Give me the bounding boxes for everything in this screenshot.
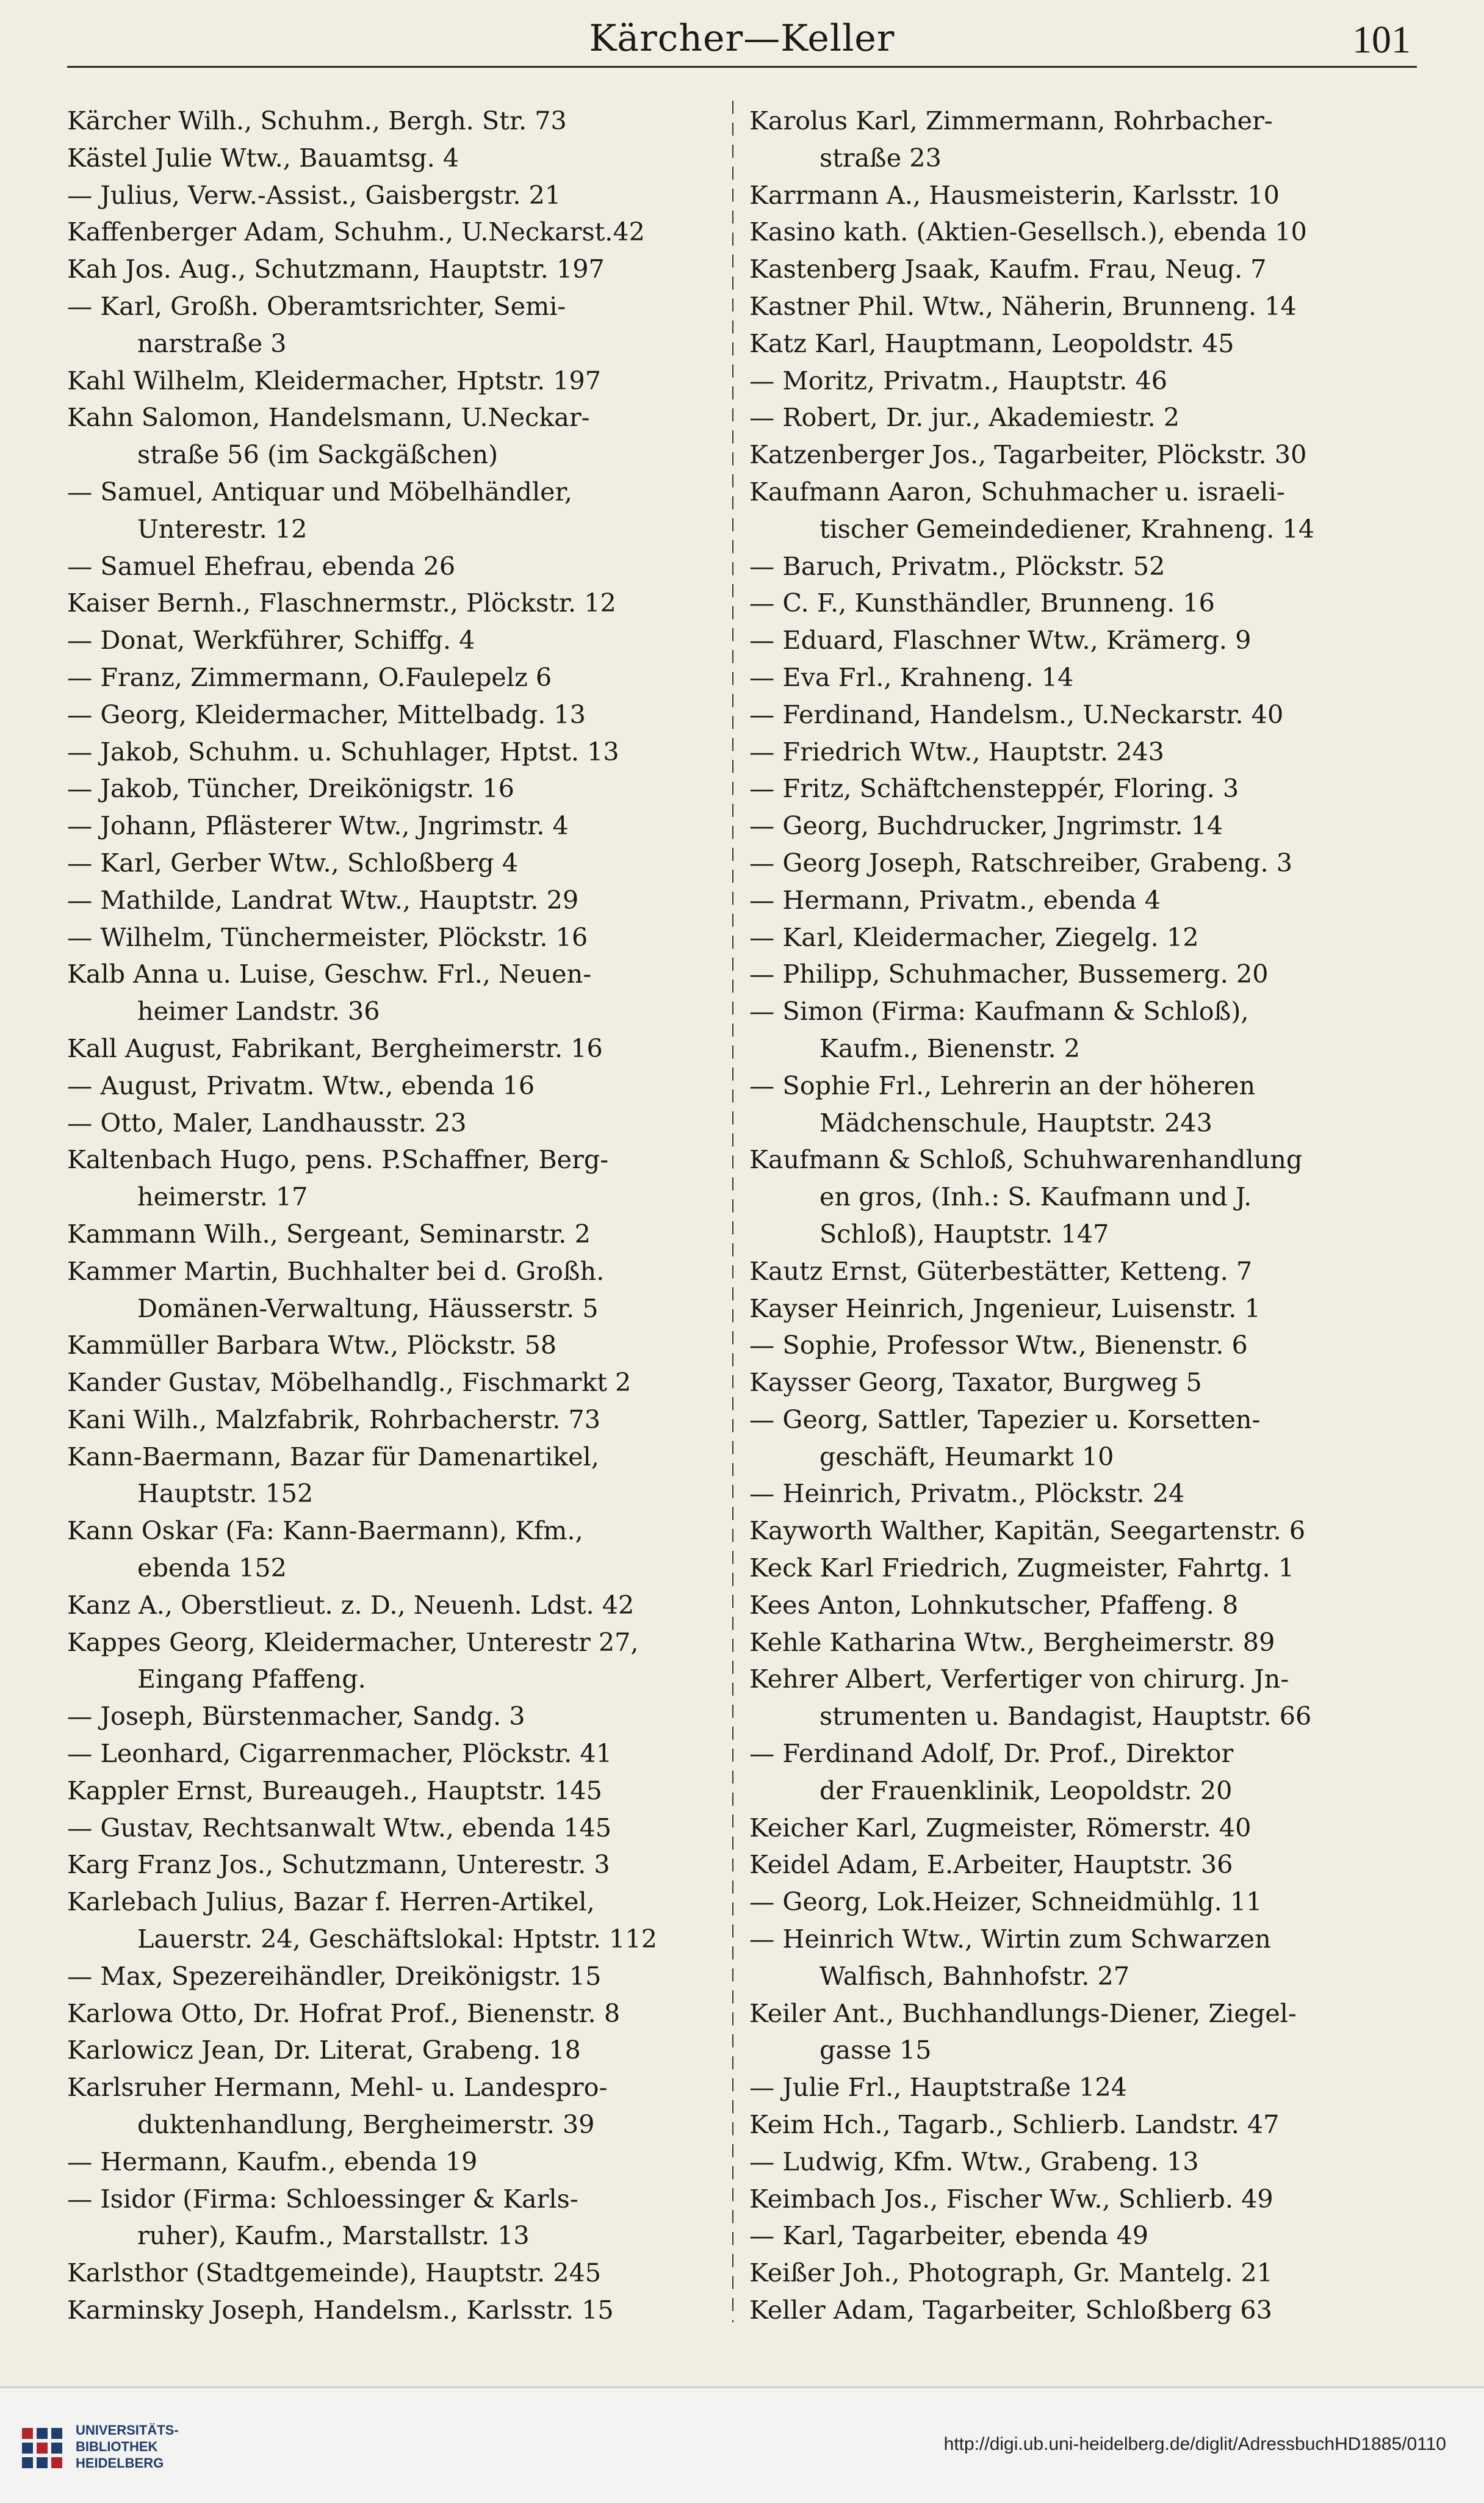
directory-entry-line: ruher), Kaufm., Marstallstr. 13 <box>137 2221 530 2251</box>
directory-entry-line: Kärcher Wilh., Schuhm., Bergh. Str. 73 <box>67 106 567 135</box>
directory-entry-line: Kander Gustav, Möbelhandlg., Fischmarkt 2 <box>67 1368 632 1398</box>
directory-entry-line: — Ludwig, Kfm. Wtw., Grabeng. 13 <box>749 2147 1199 2176</box>
directory-entry-line: — Samuel Ehefrau, ebenda 26 <box>67 551 456 581</box>
directory-entry-line: Kaufmann Aaron, Schuhmacher u. israeli- <box>749 477 1285 507</box>
directory-entry-line: Kalb Anna u. Luise, Geschw. Frl., Neuen- <box>67 959 592 989</box>
directory-entry-line: Kammann Wilh., Sergeant, Seminarstr. 2 <box>67 1219 591 1249</box>
directory-entry-line: Kann Oskar (Fa: Kann-Baermann), Kfm., <box>67 1516 583 1546</box>
left-column <box>67 103 717 2329</box>
directory-entry-line: Kammer Martin, Buchhalter bei d. Großh. <box>67 1256 605 1286</box>
directory-entry-line: Kaiser Bernh., Flaschnermstr., Plöckstr. 12 <box>67 588 616 618</box>
directory-entry-line: Karminsky Joseph, Handelsm., Karlsstr. 15 <box>67 2295 614 2325</box>
directory-entry-line: — Donat, Werkführer, Schiffg. 4 <box>67 626 475 656</box>
directory-entry-line: — Jakob, Schuhm. u. Schuhlager, Hptst. 13 <box>67 737 619 767</box>
footer-rule <box>0 2386 1484 2388</box>
directory-entry-line: Keim Hch., Tagarb., Schlierb. Landstr. 47 <box>749 2110 1280 2140</box>
source-url-link[interactable]: http://digi.ub.uni-heidelberg.de/diglit/AdressbuchHD1885/0110 <box>943 2434 1446 2454</box>
header-rule <box>67 66 1417 68</box>
column-divider <box>732 101 733 2322</box>
directory-entry-line: — Sophie Frl., Lehrerin an der höheren <box>749 1071 1256 1100</box>
directory-entry-line: — Georg, Kleidermacher, Mittelbadg. 13 <box>67 699 586 729</box>
directory-entry-line: — Jakob, Tüncher, Dreikönigstr. 16 <box>67 774 514 804</box>
directory-entry-line: — Wilhelm, Tünchermeister, Plöckstr. 16 <box>67 922 588 952</box>
directory-entry-line: — Max, Spezereihändler, Dreikönigstr. 15 <box>67 1961 602 1991</box>
directory-entry-line: Kann-Baermann, Bazar für Damenartikel, <box>67 1442 599 1472</box>
directory-entry-line: — Fritz, Schäftchensteppér, Floring. 3 <box>749 774 1239 804</box>
directory-entry-line: Kall August, Fabrikant, Bergheimerstr. 16 <box>67 1033 603 1063</box>
directory-entry-line: Kastenberg Jsaak, Kaufm. Frau, Neug. 7 <box>749 255 1267 284</box>
directory-entry-line: en gros, (Inh.: S. Kaufmann und J. <box>819 1182 1252 1212</box>
directory-entry-line: — Gustav, Rechtsanwalt Wtw., ebenda 145 <box>67 1813 612 1843</box>
directory-entry-line: Kahl Wilhelm, Kleidermacher, Hptstr. 197 <box>67 366 602 395</box>
directory-entry-line: Kautz Ernst, Güterbestätter, Ketteng. 7 <box>749 1256 1253 1286</box>
directory-entry-line: — Moritz, Privatm., Hauptstr. 46 <box>749 366 1168 395</box>
directory-entry-line: Lauerstr. 24, Geschäftslokal: Hptstr. 112 <box>137 1924 657 1954</box>
directory-entry-line: Eingang Pfaffeng. <box>137 1664 366 1694</box>
directory-entry-line: heimerstr. 17 <box>137 1182 308 1212</box>
directory-entry-line: — Leonhard, Cigarrenmacher, Plöckstr. 41 <box>67 1739 612 1769</box>
directory-entry-line: — Simon (Firma: Kaufmann & Schloß), <box>749 997 1249 1027</box>
directory-entry-line: Karlsthor (Stadtgemeinde), Hauptstr. 245 <box>67 2258 602 2288</box>
directory-entry-line: Kappler Ernst, Bureaugeh., Hauptstr. 145 <box>67 1775 602 1805</box>
directory-entry-line: gasse 15 <box>819 2035 932 2065</box>
directory-entry-line: Karrmann A., Hausmeisterin, Karlsstr. 10 <box>749 180 1280 210</box>
directory-entry-line: Kasino kath. (Aktien-Gesellsch.), ebenda 10 <box>749 217 1307 247</box>
directory-entry-line: narstraße 3 <box>137 328 287 358</box>
directory-entry-line: Keicher Karl, Zugmeister, Römerstr. 40 <box>749 1813 1252 1843</box>
directory-entry-line: — Heinrich, Privatm., Plöckstr. 24 <box>749 1479 1185 1509</box>
directory-entry-line: — Johann, Pflästerer Wtw., Jngrimstr. 4 <box>67 811 569 841</box>
library-logo-icon <box>17 2423 67 2473</box>
directory-entry-line: Kaltenbach Hugo, pens. P.Schaffner, Berg- <box>67 1145 609 1175</box>
directory-entry-line: — Joseph, Bürstenmacher, Sandg. 3 <box>67 1702 525 1732</box>
directory-entry-line: Kah Jos. Aug., Schutzmann, Hauptstr. 197 <box>67 255 605 284</box>
directory-entry-line: duktenhandlung, Bergheimerstr. 39 <box>137 2110 595 2140</box>
directory-entry-line: — Baruch, Privatm., Plöckstr. 52 <box>749 551 1165 581</box>
directory-entry-line: — Ferdinand Adolf, Dr. Prof., Direktor <box>749 1739 1234 1769</box>
running-title: Kärcher—Keller <box>589 17 895 60</box>
right-column <box>749 103 1399 2329</box>
directory-entry-line: Kanz A., Oberstlieut. z. D., Neuenh. Ldst. 42 <box>67 1590 635 1620</box>
directory-entry-line: — Karl, Gerber Wtw., Schloßberg 4 <box>67 848 519 878</box>
directory-entry-line: Kaufmann & Schloß, Schuhwarenhandlung <box>749 1145 1303 1175</box>
directory-entry-line: — Hermann, Kaufm., ebenda 19 <box>67 2147 478 2176</box>
directory-entry-line: — Friedrich Wtw., Hauptstr. 243 <box>749 737 1164 767</box>
directory-entry-line: — Georg, Sattler, Tapezier u. Korsetten- <box>749 1404 1261 1434</box>
logo-line-1: UNIVERSITÄTS- <box>76 2422 179 2438</box>
directory-entry-line: — Robert, Dr. jur., Akademiestr. 2 <box>749 403 1180 433</box>
directory-entry-line: — Ferdinand, Handelsm., U.Neckarstr. 40 <box>749 699 1284 729</box>
directory-entry-line: Kani Wilh., Malzfabrik, Rohrbacherstr. 73 <box>67 1404 601 1434</box>
directory-entry-line: Kees Anton, Lohnkutscher, Pfaffeng. 8 <box>749 1590 1239 1620</box>
directory-entry-line: Kayworth Walther, Kapitän, Seegartenstr. 6 <box>749 1516 1306 1546</box>
directory-entry-line: Unterestr. 12 <box>137 514 308 544</box>
page-number: 101 <box>1352 18 1411 61</box>
directory-entry-line: Hauptstr. 152 <box>137 1479 314 1509</box>
directory-entry-line: Domänen-Verwaltung, Häusserstr. 5 <box>137 1293 599 1323</box>
directory-entry-line: Kaufm., Bienenstr. 2 <box>819 1033 1081 1063</box>
footer-bar <box>0 2386 1484 2503</box>
directory-entry-line: Schloß), Hauptstr. 147 <box>819 1219 1109 1249</box>
directory-entry-line: Kaysser Georg, Taxator, Burgweg 5 <box>749 1368 1202 1398</box>
directory-entry-line: Karolus Karl, Zimmermann, Rohrbacher- <box>749 106 1273 135</box>
logo-line-3: HEIDELBERG <box>76 2455 164 2471</box>
directory-entry-line: heimer Landstr. 36 <box>137 997 380 1027</box>
directory-entry-line: Kahn Salomon, Handelsmann, U.Neckar- <box>67 403 590 433</box>
directory-entry-line: — Karl, Großh. Oberamtsrichter, Semi- <box>67 291 566 321</box>
directory-entry-line: Keiler Ant., Buchhandlungs-Diener, Ziegel- <box>749 1998 1297 2028</box>
directory-entry-line: — Sophie, Professor Wtw., Bienenstr. 6 <box>749 1331 1248 1360</box>
logo-line-2: BIBLIOTHEK <box>76 2439 158 2454</box>
directory-entry-line: Kaffenberger Adam, Schuhm., U.Neckarst.42 <box>67 217 645 247</box>
directory-entry-line: Walfisch, Bahnhofstr. 27 <box>819 1961 1130 1991</box>
directory-entry-line: Katz Karl, Hauptmann, Leopoldstr. 45 <box>749 328 1234 358</box>
directory-entry-line: — Julius, Verw.-Assist., Gaisbergstr. 21 <box>67 180 561 210</box>
directory-entry-line: Keidel Adam, E.Arbeiter, Hauptstr. 36 <box>749 1850 1233 1880</box>
directory-entry-line: strumenten u. Bandagist, Hauptstr. 66 <box>819 1702 1312 1732</box>
directory-entry-line: Karg Franz Jos., Schutzmann, Unterestr. 3 <box>67 1850 610 1880</box>
directory-entry-line: straße 23 <box>819 143 942 173</box>
directory-entry-line: — Karl, Tagarbeiter, ebenda 49 <box>749 2221 1149 2251</box>
directory-entry-line: Keimbach Jos., Fischer Ww., Schlierb. 49 <box>749 2184 1273 2214</box>
directory-entry-line: geschäft, Heumarkt 10 <box>819 1442 1114 1472</box>
directory-entry-line: Kammüller Barbara Wtw., Plöckstr. 58 <box>67 1331 557 1360</box>
directory-entry-line: Mädchenschule, Hauptstr. 243 <box>819 1108 1212 1138</box>
directory-entry-line: — Philipp, Schuhmacher, Bussemerg. 20 <box>749 959 1269 989</box>
directory-entry-line: Kästel Julie Wtw., Bauamtsg. 4 <box>67 143 459 173</box>
directory-entry-line: Keller Adam, Tagarbeiter, Schloßberg 63 <box>749 2295 1272 2325</box>
directory-entry-line: Karlebach Julius, Bazar f. Herren-Artikel, <box>67 1887 595 1917</box>
directory-entry-line: — Heinrich Wtw., Wirtin zum Schwarzen <box>749 1924 1271 1954</box>
directory-entry-line: — Isidor (Firma: Schloessinger & Karls- <box>67 2184 578 2214</box>
directory-entry-line: — Georg, Buchdrucker, Jngrimstr. 14 <box>749 811 1223 841</box>
library-logo-text <box>76 2422 259 2471</box>
directory-entry-line: Kappes Georg, Kleidermacher, Unterestr 27, <box>67 1627 639 1657</box>
directory-entry-line: — Georg, Lok.Heizer, Schneidmühlg. 11 <box>749 1887 1262 1917</box>
directory-entry-line: — Eva Frl., Krahneng. 14 <box>749 662 1074 692</box>
directory-entry-line: tischer Gemeindediener, Krahneng. 14 <box>819 514 1314 544</box>
directory-entry-line: Kehle Katharina Wtw., Bergheimerstr. 89 <box>749 1627 1275 1657</box>
directory-entry-line: Karlowicz Jean, Dr. Literat, Grabeng. 18 <box>67 2035 581 2065</box>
directory-entry-line: Kayser Heinrich, Jngenieur, Luisenstr. 1 <box>749 1293 1261 1323</box>
directory-entry-line: — Samuel, Antiquar und Möbelhändler, <box>67 477 572 507</box>
directory-entry-line: — Otto, Maler, Landhausstr. 23 <box>67 1108 467 1138</box>
directory-entry-line: — Karl, Kleidermacher, Ziegelg. 12 <box>749 922 1199 952</box>
directory-entry-line: Kastner Phil. Wtw., Näherin, Brunneng. 14 <box>749 291 1297 321</box>
directory-entry-line: Kehrer Albert, Verfertiger von chirurg. Jn- <box>749 1664 1289 1694</box>
directory-entry-line: der Frauenklinik, Leopoldstr. 20 <box>819 1775 1233 1805</box>
directory-entry-line: — C. F., Kunsthändler, Brunneng. 16 <box>749 588 1215 618</box>
directory-entry-line: Keck Karl Friedrich, Zugmeister, Fahrtg. 1 <box>749 1553 1295 1583</box>
directory-entry-line: — August, Privatm. Wtw., ebenda 16 <box>67 1071 535 1100</box>
directory-entry-line: ebenda 152 <box>137 1553 287 1583</box>
directory-entry-line: — Julie Frl., Hauptstraße 124 <box>749 2073 1127 2103</box>
directory-entry-line: — Franz, Zimmermann, O.Faulepelz 6 <box>67 662 552 692</box>
directory-entry-line: Keißer Joh., Photograph, Gr. Mantelg. 21 <box>749 2258 1273 2288</box>
directory-entry-line: straße 56 (im Sackgäßchen) <box>137 440 499 470</box>
running-header <box>0 11 1484 66</box>
directory-entry-line: Karlowa Otto, Dr. Hofrat Prof., Bienenstr. 8 <box>67 1998 621 2028</box>
directory-entry-line: Karlsruher Hermann, Mehl- u. Landespro- <box>67 2073 608 2103</box>
directory-entry-line: Katzenberger Jos., Tagarbeiter, Plöckstr. 30 <box>749 440 1307 470</box>
directory-entry-line: — Eduard, Flaschner Wtw., Krämerg. 9 <box>749 626 1252 656</box>
directory-entry-line: — Mathilde, Landrat Wtw., Hauptstr. 29 <box>67 885 579 915</box>
directory-entry-line: — Georg Joseph, Ratschreiber, Grabeng. 3 <box>749 848 1293 878</box>
directory-entry-line: — Hermann, Privatm., ebenda 4 <box>749 885 1161 915</box>
